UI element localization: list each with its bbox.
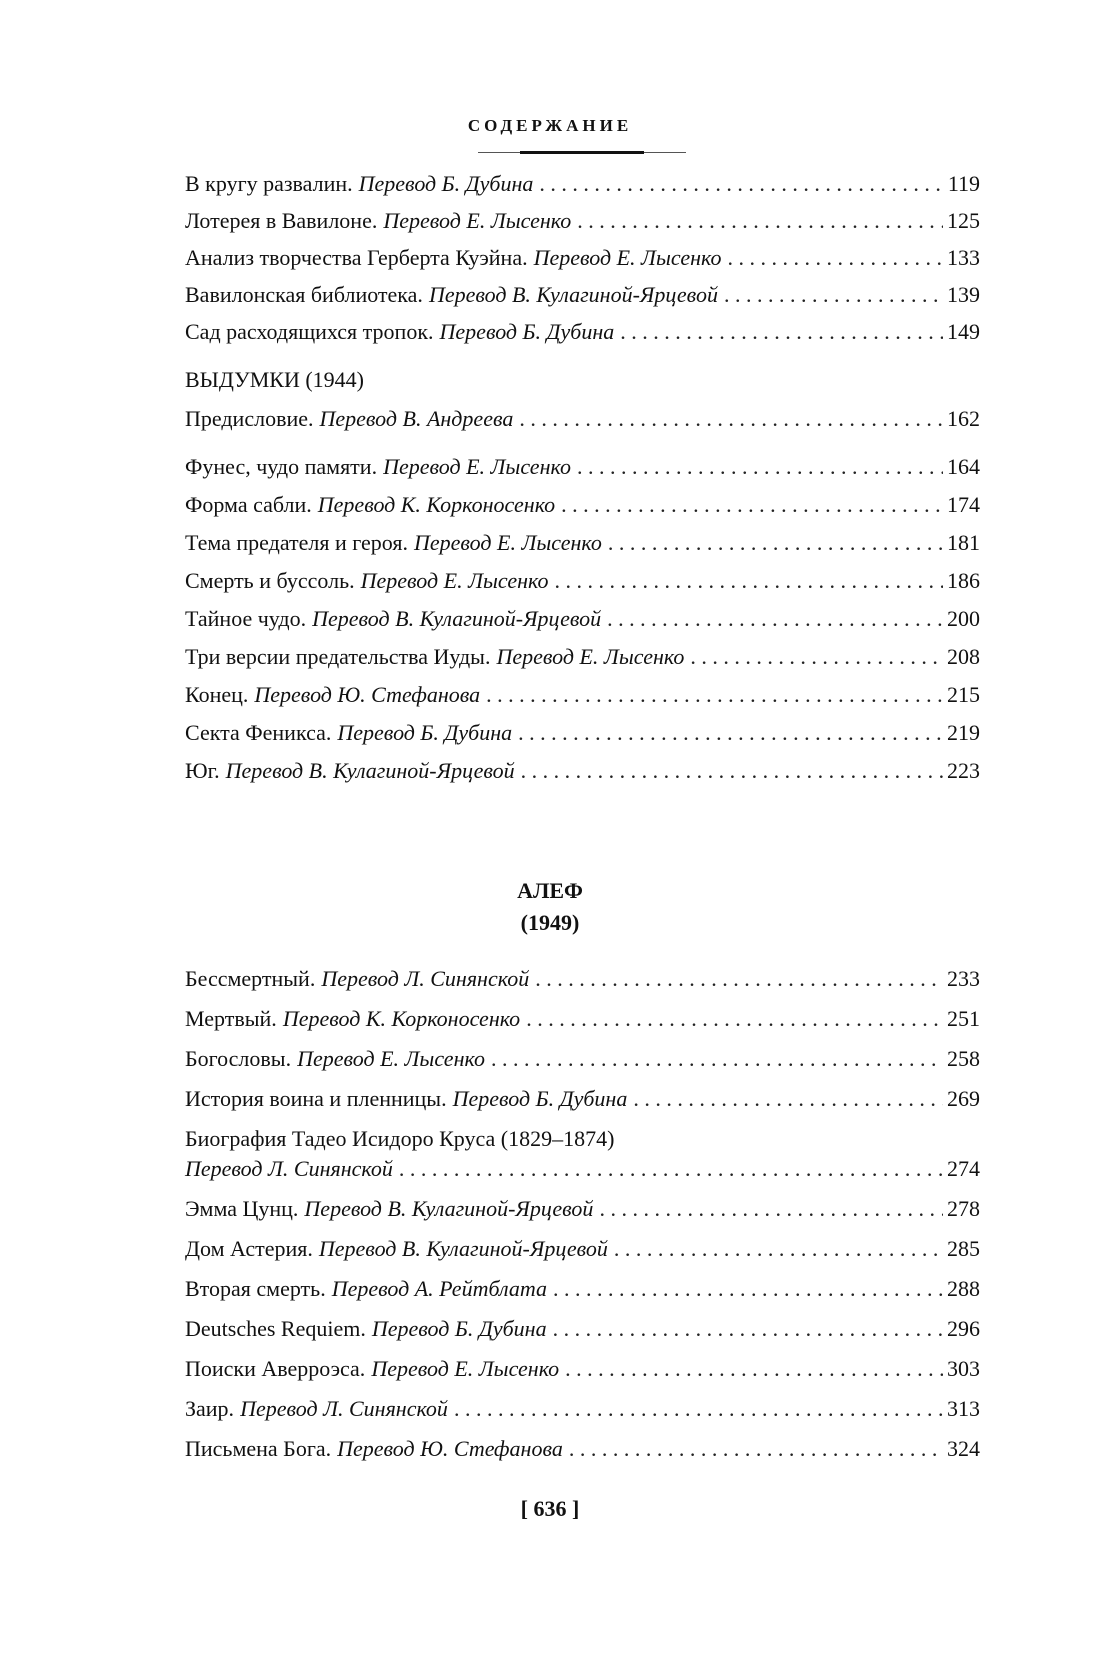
entry-page: 251 [947, 1006, 980, 1031]
toc-entry[interactable] [185, 757, 980, 785]
toc-entry[interactable] [185, 1005, 980, 1033]
dot-leader [521, 757, 943, 785]
entry-translator: Перевод К. Корконосенко [317, 492, 556, 517]
entry-title: Фунес, чудо памяти. [185, 454, 378, 479]
toc-entry[interactable] [185, 1435, 980, 1463]
entry-title: Поиски Аверроэса. [185, 1356, 366, 1381]
toc-entry[interactable] [185, 1395, 980, 1423]
entry-title: Письмена Бога. [185, 1436, 332, 1461]
toc-entry[interactable] [185, 965, 980, 993]
toc-entry[interactable] [185, 1235, 980, 1263]
entry-title: Вавилонская библиотека. [185, 282, 423, 307]
entry-title: Смерть и буссоль. [185, 568, 355, 593]
toc-entry[interactable] [185, 567, 980, 595]
dot-leader [608, 529, 943, 557]
entry-page: 285 [947, 1236, 980, 1261]
dot-leader [690, 643, 943, 671]
toc-entry[interactable] [185, 281, 980, 309]
toc-entry[interactable] [185, 529, 980, 557]
dot-leader [607, 605, 943, 633]
entry-translator: Перевод Б. Дубина [371, 1316, 547, 1341]
entry-translator: Перевод Е. Лысенко [414, 530, 602, 555]
entry-page: 303 [947, 1356, 980, 1381]
toc-entry[interactable] [185, 719, 980, 747]
toc-entry[interactable] [185, 491, 980, 519]
entry-page: 219 [947, 720, 980, 745]
entry-translator: Перевод Ю. Стефанова [337, 1436, 563, 1461]
toc-entry[interactable] [185, 643, 980, 671]
entry-page: 149 [947, 319, 980, 344]
entry-page: 296 [947, 1316, 980, 1341]
entry-translator: Перевод Е. Лысенко [371, 1356, 560, 1381]
entry-page: 215 [947, 682, 980, 707]
toc-entry[interactable] [185, 1355, 980, 1383]
entry-page: 164 [947, 454, 980, 479]
dot-leader [614, 1235, 943, 1263]
entry-translator: Перевод Л. Синянской [185, 1156, 393, 1181]
entry-translator: Перевод Б. Дубина [337, 720, 513, 745]
dot-leader [526, 1005, 943, 1033]
dot-leader [577, 207, 943, 235]
entry-title: Сад расходящихся тропок. [185, 319, 434, 344]
dot-leader [486, 681, 943, 709]
entry-title: Бессмертный. [185, 966, 316, 991]
entry-title: В кругу развалин. [185, 171, 353, 196]
dot-leader [535, 965, 943, 993]
entry-title: Тема предателя и героя. [185, 530, 408, 555]
entry-translator: Перевод Б. Дубина [452, 1086, 628, 1111]
dot-leader [727, 244, 943, 272]
entry-translator: Перевод Е. Лысенко [297, 1046, 485, 1071]
entry-page: 200 [947, 606, 980, 631]
entry-page: 181 [947, 530, 980, 555]
entry-page: 274 [947, 1156, 980, 1181]
entry-translator: Перевод В. Кулагиной-Ярцевой [225, 758, 515, 783]
toc-entry[interactable] [185, 405, 980, 433]
entry-page: 269 [947, 1086, 980, 1111]
entry-title: Юг. [185, 758, 220, 783]
dot-leader [553, 1315, 943, 1343]
entry-page: 162 [947, 406, 980, 431]
toc-entry[interactable] [185, 681, 980, 709]
entry-translator: Перевод Б. Дубина [358, 171, 534, 196]
entry-title: Эмма Цунц. [185, 1196, 299, 1221]
entry-translator: Перевод В. Андреева [319, 406, 514, 431]
toc-entry[interactable] [185, 318, 980, 346]
entry-page: 313 [947, 1396, 980, 1421]
entry-title: Заир. [185, 1396, 235, 1421]
dot-leader [599, 1195, 943, 1223]
entry-translator: Перевод Л. Синянской [321, 966, 530, 991]
entry-translator: Перевод А. Рейтблата [331, 1276, 547, 1301]
entry-page: 139 [947, 282, 980, 307]
entry-title: Тайное чудо. [185, 606, 307, 631]
toc-entry[interactable] [185, 170, 980, 198]
entry-page: 133 [947, 245, 980, 270]
entry-page: 125 [947, 208, 980, 233]
dot-leader [454, 1395, 943, 1423]
dot-leader [518, 719, 943, 747]
entry-translator: Перевод Ю. Стефанова [254, 682, 481, 707]
entry-translator: Перевод В. Кулагиной-Ярцевой [428, 282, 718, 307]
entry-page: 324 [947, 1436, 980, 1461]
entry-translator: Перевод Е. Лысенко [383, 208, 572, 233]
entry-title: Мертвый. [185, 1006, 277, 1031]
toc-entry[interactable] [185, 1315, 980, 1343]
toc-entry[interactable] [185, 1275, 980, 1303]
page-number: [ 636 ] [520, 1496, 580, 1521]
entry-page: 258 [947, 1046, 980, 1071]
entry-translator: Перевод Л. Синянской [240, 1396, 448, 1421]
toc-entry[interactable] [185, 207, 980, 235]
entry-title: Анализ творчества Герберта Куэйна. [185, 245, 528, 270]
dot-leader [565, 1355, 943, 1383]
dot-leader [539, 170, 943, 198]
entry-page: 119 [947, 171, 980, 196]
dot-leader [491, 1045, 943, 1073]
toc-entry[interactable] [185, 453, 980, 481]
entry-title: Форма сабли. [185, 492, 312, 517]
entry-page: 288 [947, 1276, 980, 1301]
toc-entry[interactable] [185, 244, 980, 272]
dot-leader [620, 318, 943, 346]
subsection-heading: ВЫДУМКИ (1944) [185, 367, 364, 392]
entry-translator: Перевод К. Корконосенко [282, 1006, 521, 1031]
toc-entry[interactable] [185, 1195, 980, 1223]
dot-leader [633, 1085, 943, 1113]
dot-leader [399, 1155, 943, 1183]
dot-leader [577, 453, 943, 481]
entry-translator: Перевод Е. Лысенко [496, 644, 685, 669]
toc-entry[interactable] [185, 1045, 980, 1073]
entry-title: Deutsches Requiem. [185, 1316, 366, 1341]
section-year: (1949) [520, 910, 580, 935]
section-title: АЛЕФ [517, 878, 583, 903]
dot-leader [569, 1435, 943, 1463]
entry-page: 233 [947, 966, 980, 991]
dot-leader [519, 405, 943, 433]
entry-page: 174 [947, 492, 980, 517]
entry-page: 278 [947, 1196, 980, 1221]
entry-translator: Перевод В. Кулагиной-Ярцевой [312, 606, 602, 631]
entry-title: Дом Астерия. [185, 1236, 313, 1261]
entry-title: Предисловие. [185, 406, 314, 431]
entry-translator: Перевод В. Кулагиной-Ярцевой [318, 1236, 608, 1261]
entry-translator: Перевод Е. Лысенко [360, 568, 549, 593]
entry-title: Три версии предательства Иуды. [185, 644, 491, 669]
dot-leader [554, 567, 943, 595]
entry-translator: Перевод Е. Лысенко [383, 454, 571, 479]
entry-title: История воина и пленницы. [185, 1086, 447, 1111]
entry-title: Секта Феникса. [185, 720, 332, 745]
head-rule-accent [520, 151, 644, 154]
entry-title: Конец. [185, 682, 249, 707]
entry-translator: Перевод Б. Дубина [439, 319, 615, 344]
entry-page: 186 [947, 568, 980, 593]
dot-leader [724, 281, 943, 309]
toc-entry[interactable] [185, 1085, 980, 1113]
toc-entry[interactable] [185, 605, 980, 633]
entry-page: 208 [947, 644, 980, 669]
running-head: СОДЕРЖАНИЕ [467, 116, 633, 135]
dot-leader [553, 1275, 943, 1303]
entry-page: 223 [947, 758, 980, 783]
dot-leader [561, 491, 943, 519]
entry-title: Богословы. [185, 1046, 292, 1071]
entry-translator: Перевод В. Кулагиной-Ярцевой [304, 1196, 594, 1221]
entry-title-line: Биография Тадео Исидоро Круса (1829–1874) [185, 1126, 615, 1151]
entry-title: Вторая смерть. [185, 1276, 326, 1301]
entry-title: Лотерея в Вавилоне. [185, 208, 378, 233]
toc-entry[interactable] [185, 1155, 980, 1183]
entry-translator: Перевод Е. Лысенко [533, 245, 722, 270]
